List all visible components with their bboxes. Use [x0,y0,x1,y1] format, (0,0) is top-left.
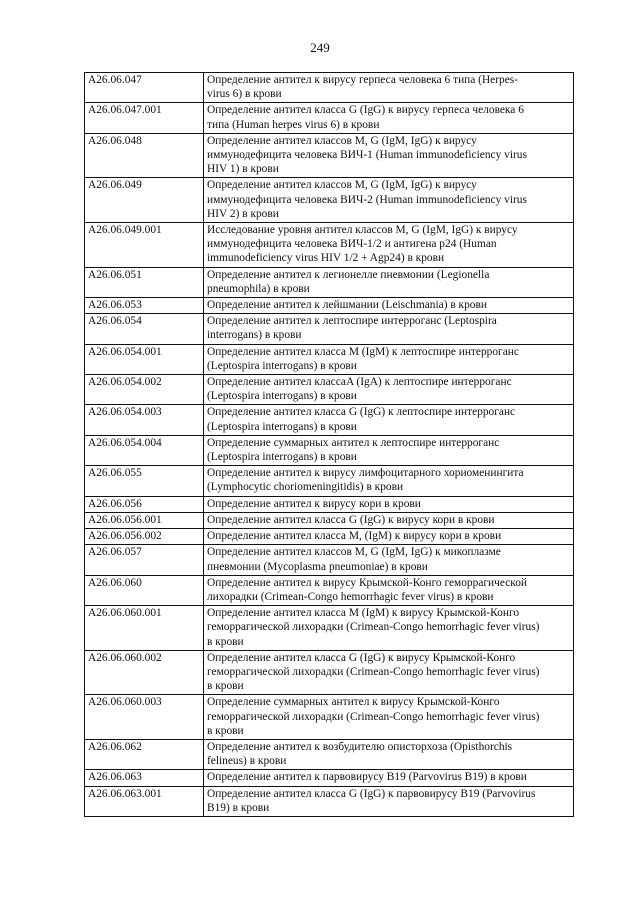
service-description-cell: Определение суммарных антител к лептоспире интерроганс (Leptospira interrogans) в крови [204,435,574,465]
service-code-cell: A26.06.053 [85,298,204,314]
service-description-cell: Определение антител класса G (IgG) к лептоспире интерроганс (Leptospira interrogans) в крови [204,405,574,435]
table-row [85,695,574,740]
table-row [85,496,574,512]
table-row [85,223,574,268]
service-description-cell: Определение антител классов M, G (IgM, IgG) к вирусу иммунодефицита человека ВИЧ-2 (Human immunodeficiency virus HIV 2) в крови [204,178,574,223]
service-code-cell: A26.06.056 [85,496,204,512]
table-row [85,267,574,297]
table-row [85,298,574,314]
table-row [85,529,574,545]
table-row [85,770,574,786]
table-row [85,314,574,344]
service-code-cell: A26.06.051 [85,267,204,297]
service-code-cell: A26.06.054.002 [85,375,204,405]
service-code-cell: A26.06.060 [85,575,204,605]
table-row [85,575,574,605]
service-description-cell: Определение антител к лейшмании (Leischmania) в крови [204,298,574,314]
service-description-cell: Определение антител к вирусу лимфоцитарного хориоменингита (Lymphocytic choriomeningitidis) в крови [204,466,574,496]
table-row [85,466,574,496]
service-description-cell: Определение антител к вирусу Крымской-Конго геморрагической лихорадки (Crimean-Congo hemorrhagic fever virus) в крови [204,575,574,605]
service-description-cell: Определение антител классаA (IgA) к лептоспире интерроганс (Leptospira interrogans) в крови [204,375,574,405]
service-description-cell: Определение антител к вирусу герпеса человека 6 типа (Herpes- virus 6) в крови [204,73,574,103]
table-row [85,435,574,465]
service-description-cell: Определение суммарных антител к вирусу Крымской-Конго геморрагической лихорадки (Crimean-Congo hemorrhagic fever virus) в крови [204,695,574,740]
service-description-cell: Определение антител к вирусу кори в крови [204,496,574,512]
service-description-cell: Определение антител классов M, G (IgM, IgG) к вирусу иммунодефицита человека ВИЧ-1 (Human immunodeficiency virus HIV 1) в крови [204,133,574,178]
service-description-cell: Определение антител класса M, (IgM) к вирусу кори в крови [204,529,574,545]
service-code-cell: A26.06.048 [85,133,204,178]
table-row [85,786,574,816]
service-code-cell: A26.06.049.001 [85,223,204,268]
service-code-cell: A26.06.056.001 [85,512,204,528]
service-code-cell: A26.06.054 [85,314,204,344]
service-description-cell: Определение антител классов M, G (IgM, IgG) к микоплазме пневмонии (Mycoplasma pneumoniae) в крови [204,545,574,575]
service-code-cell: A26.06.060.003 [85,695,204,740]
table-body [85,73,574,817]
service-description-cell: Определение антител к лептоспире интерроганс (Leptospira interrogans) в крови [204,314,574,344]
service-codes-table [84,72,574,817]
service-description-cell: Определение антител класса M (IgM) к вирусу Крымской-Конго геморрагической лихорадки (Crimean-Congo hemorrhagic fever virus) в крови [204,606,574,651]
service-code-cell: A26.06.063 [85,770,204,786]
table-row [85,178,574,223]
service-code-cell: A26.06.056.002 [85,529,204,545]
service-code-cell: A26.06.060.002 [85,650,204,695]
table-row [85,650,574,695]
service-code-cell: A26.06.057 [85,545,204,575]
table-row [85,73,574,103]
table-row [85,606,574,651]
service-description-cell: Определение антител класса G (IgG) к парвовирусу B19 (Parvovirus B19) в крови [204,786,574,816]
service-description-cell: Исследование уровня антител классов M, G (IgM, IgG) к вирусу иммунодефицита человека ВИЧ-1/2 и антигена p24 (Human immunodeficiency virus HIV 1/2 + Agp24) в крови [204,223,574,268]
service-description-cell: Определение антител класса G (IgG) к вирусу Крымской-Конго геморрагической лихорадки (Crimean-Congo hemorrhagic fever virus) в крови [204,650,574,695]
service-description-cell: Определение антител к легионелле пневмонии (Legionella pneumophila) в крови [204,267,574,297]
service-code-cell: A26.06.054.001 [85,344,204,374]
service-code-cell: A26.06.060.001 [85,606,204,651]
service-description-cell: Определение антител класса G (IgG) к вирусу кори в крови [204,512,574,528]
service-code-cell: A26.06.054.003 [85,405,204,435]
table-row [85,103,574,133]
table-row [85,512,574,528]
service-description-cell: Определение антител класса M (IgM) к лептоспире интерроганс (Leptospira interrogans) в крови [204,344,574,374]
table-row [85,133,574,178]
service-code-cell: A26.06.049 [85,178,204,223]
table-row [85,405,574,435]
table-row [85,344,574,374]
service-code-cell: A26.06.055 [85,466,204,496]
service-code-cell: A26.06.062 [85,739,204,769]
table-row [85,545,574,575]
service-code-cell: A26.06.047 [85,73,204,103]
page-number: 249 [310,40,330,55]
table-row [85,375,574,405]
service-code-cell: A26.06.047.001 [85,103,204,133]
table-row [85,739,574,769]
service-description-cell: Определение антител к возбудителю описторхоза (Opisthorchis felineus) в крови [204,739,574,769]
service-description-cell: Определение антител класса G (IgG) к вирусу герпеса человека 6 типа (Human herpes virus 6) в крови [204,103,574,133]
service-code-cell: A26.06.054.004 [85,435,204,465]
service-description-cell: Определение антител к парвовирусу B19 (Parvovirus B19) в крови [204,770,574,786]
service-code-cell: A26.06.063.001 [85,786,204,816]
